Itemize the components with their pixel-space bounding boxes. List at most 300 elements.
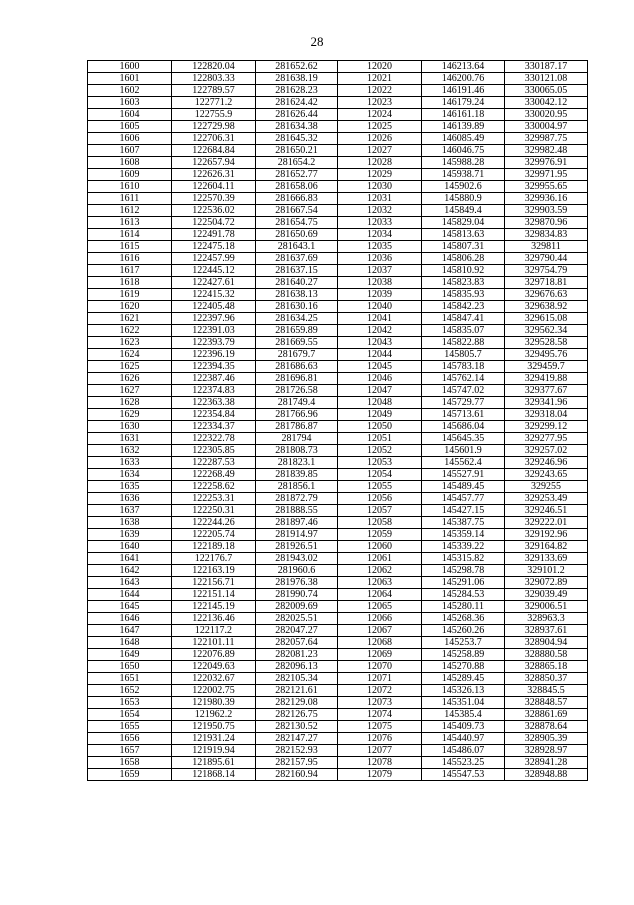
y-coordinate-right-cell: 328963.3 <box>505 613 588 625</box>
y-coordinate-left-cell: 281666.83 <box>256 193 338 205</box>
point-number-right-cell: 12056 <box>338 493 422 505</box>
y-coordinate-right-cell: 330020.95 <box>505 109 588 121</box>
x-coordinate-left-cell: 122706.31 <box>172 133 256 145</box>
y-coordinate-left-cell: 281634.25 <box>256 313 338 325</box>
point-number-left-cell: 1612 <box>88 205 172 217</box>
y-coordinate-right-cell: 329243.65 <box>505 469 588 481</box>
table-row <box>88 445 588 457</box>
table-row <box>88 625 588 637</box>
table-row <box>88 121 588 133</box>
table-row <box>88 709 588 721</box>
y-coordinate-left-cell: 281654.2 <box>256 157 338 169</box>
x-coordinate-left-cell: 122393.79 <box>172 337 256 349</box>
point-number-right-cell: 12027 <box>338 145 422 157</box>
point-number-right-cell: 12051 <box>338 433 422 445</box>
y-coordinate-right-cell: 329253.49 <box>505 493 588 505</box>
x-coordinate-left-cell: 122397.96 <box>172 313 256 325</box>
table-row <box>88 673 588 685</box>
y-coordinate-right-cell: 328850.37 <box>505 673 588 685</box>
x-coordinate-right-cell: 145810.92 <box>422 265 505 277</box>
y-coordinate-left-cell: 281634.38 <box>256 121 338 133</box>
x-coordinate-left-cell: 122475.18 <box>172 241 256 253</box>
x-coordinate-left-cell: 122145.19 <box>172 601 256 613</box>
y-coordinate-left-cell: 281630.16 <box>256 301 338 313</box>
point-number-left-cell: 1610 <box>88 181 172 193</box>
x-coordinate-left-cell: 122076.89 <box>172 649 256 661</box>
point-number-right-cell: 12037 <box>338 265 422 277</box>
x-coordinate-right-cell: 145291.06 <box>422 577 505 589</box>
x-coordinate-right-cell: 145823.83 <box>422 277 505 289</box>
table-row <box>88 157 588 169</box>
point-number-left-cell: 1635 <box>88 481 172 493</box>
table-row <box>88 577 588 589</box>
y-coordinate-left-cell: 281659.89 <box>256 325 338 337</box>
point-number-left-cell: 1639 <box>88 529 172 541</box>
x-coordinate-right-cell: 145315.82 <box>422 553 505 565</box>
x-coordinate-right-cell: 145284.53 <box>422 589 505 601</box>
x-coordinate-left-cell: 121919.94 <box>172 745 256 757</box>
x-coordinate-right-cell: 145938.71 <box>422 169 505 181</box>
y-coordinate-left-cell: 281872.79 <box>256 493 338 505</box>
point-number-right-cell: 12069 <box>338 649 422 661</box>
point-number-right-cell: 12079 <box>338 769 422 781</box>
y-coordinate-left-cell: 282025.51 <box>256 613 338 625</box>
y-coordinate-right-cell: 329006.51 <box>505 601 588 613</box>
y-coordinate-right-cell: 329955.65 <box>505 181 588 193</box>
y-coordinate-right-cell: 329459.7 <box>505 361 588 373</box>
table-row <box>88 337 588 349</box>
x-coordinate-left-cell: 122101.11 <box>172 637 256 649</box>
y-coordinate-right-cell: 328928.97 <box>505 745 588 757</box>
y-coordinate-right-cell: 329676.63 <box>505 289 588 301</box>
y-coordinate-left-cell: 282057.64 <box>256 637 338 649</box>
table-row <box>88 169 588 181</box>
point-number-left-cell: 1620 <box>88 301 172 313</box>
table-row <box>88 529 588 541</box>
table-row <box>88 181 588 193</box>
y-coordinate-right-cell: 328880.58 <box>505 649 588 661</box>
y-coordinate-right-cell: 329192.96 <box>505 529 588 541</box>
x-coordinate-right-cell: 145805.7 <box>422 349 505 361</box>
point-number-right-cell: 12076 <box>338 733 422 745</box>
table-row <box>88 301 588 313</box>
x-coordinate-right-cell: 145645.35 <box>422 433 505 445</box>
point-number-left-cell: 1656 <box>88 733 172 745</box>
x-coordinate-right-cell: 145385.4 <box>422 709 505 721</box>
point-number-right-cell: 12075 <box>338 721 422 733</box>
point-number-right-cell: 12065 <box>338 601 422 613</box>
table-row <box>88 373 588 385</box>
x-coordinate-right-cell: 145686.04 <box>422 421 505 433</box>
x-coordinate-right-cell: 145486.07 <box>422 745 505 757</box>
point-number-left-cell: 1615 <box>88 241 172 253</box>
y-coordinate-left-cell: 281658.06 <box>256 181 338 193</box>
x-coordinate-right-cell: 145409.73 <box>422 721 505 733</box>
y-coordinate-left-cell: 281726.58 <box>256 385 338 397</box>
point-number-right-cell: 12040 <box>338 301 422 313</box>
x-coordinate-left-cell: 122258.62 <box>172 481 256 493</box>
y-coordinate-left-cell: 281943.02 <box>256 553 338 565</box>
y-coordinate-right-cell: 328865.18 <box>505 661 588 673</box>
point-number-left-cell: 1607 <box>88 145 172 157</box>
y-coordinate-left-cell: 282081.23 <box>256 649 338 661</box>
page-number: 28 <box>310 34 324 49</box>
point-number-right-cell: 12025 <box>338 121 422 133</box>
y-coordinate-left-cell: 281640.27 <box>256 277 338 289</box>
y-coordinate-right-cell: 329341.96 <box>505 397 588 409</box>
x-coordinate-right-cell: 145387.75 <box>422 517 505 529</box>
point-number-right-cell: 12026 <box>338 133 422 145</box>
point-number-left-cell: 1601 <box>88 73 172 85</box>
table-row <box>88 193 588 205</box>
x-coordinate-left-cell: 122684.84 <box>172 145 256 157</box>
point-number-left-cell: 1650 <box>88 661 172 673</box>
y-coordinate-left-cell: 281960.6 <box>256 565 338 577</box>
x-coordinate-left-cell: 122250.31 <box>172 505 256 517</box>
table-row <box>88 229 588 241</box>
y-coordinate-left-cell: 282047.27 <box>256 625 338 637</box>
point-number-right-cell: 12048 <box>338 397 422 409</box>
x-coordinate-left-cell: 122820.04 <box>172 61 256 73</box>
y-coordinate-right-cell: 329987.75 <box>505 133 588 145</box>
point-number-left-cell: 1627 <box>88 385 172 397</box>
x-coordinate-right-cell: 145806.28 <box>422 253 505 265</box>
y-coordinate-left-cell: 282129.08 <box>256 697 338 709</box>
y-coordinate-right-cell: 329834.83 <box>505 229 588 241</box>
y-coordinate-right-cell: 328878.64 <box>505 721 588 733</box>
table-row <box>88 349 588 361</box>
x-coordinate-left-cell: 122789.57 <box>172 85 256 97</box>
y-coordinate-right-cell: 329528.58 <box>505 337 588 349</box>
y-coordinate-right-cell: 329164.82 <box>505 541 588 553</box>
y-coordinate-right-cell: 329318.04 <box>505 409 588 421</box>
x-coordinate-right-cell: 145829.04 <box>422 217 505 229</box>
table-row <box>88 385 588 397</box>
x-coordinate-right-cell: 145427.15 <box>422 505 505 517</box>
x-coordinate-right-cell: 145351.04 <box>422 697 505 709</box>
y-coordinate-right-cell: 329982.48 <box>505 145 588 157</box>
y-coordinate-left-cell: 281645.32 <box>256 133 338 145</box>
y-coordinate-left-cell: 281679.7 <box>256 349 338 361</box>
x-coordinate-left-cell: 121895.61 <box>172 757 256 769</box>
y-coordinate-right-cell: 328937.61 <box>505 625 588 637</box>
y-coordinate-left-cell: 281839.85 <box>256 469 338 481</box>
point-number-right-cell: 12064 <box>338 589 422 601</box>
table-row <box>88 637 588 649</box>
x-coordinate-left-cell: 122049.63 <box>172 661 256 673</box>
x-coordinate-right-cell: 145762.14 <box>422 373 505 385</box>
y-coordinate-right-cell: 329277.95 <box>505 433 588 445</box>
point-number-right-cell: 12044 <box>338 349 422 361</box>
y-coordinate-left-cell: 281667.54 <box>256 205 338 217</box>
y-coordinate-left-cell: 282130.52 <box>256 721 338 733</box>
point-number-right-cell: 12046 <box>338 373 422 385</box>
x-coordinate-right-cell: 145253.7 <box>422 637 505 649</box>
x-coordinate-left-cell: 122117.2 <box>172 625 256 637</box>
point-number-left-cell: 1654 <box>88 709 172 721</box>
point-number-left-cell: 1632 <box>88 445 172 457</box>
point-number-right-cell: 12061 <box>338 553 422 565</box>
table-row <box>88 505 588 517</box>
table-row <box>88 325 588 337</box>
point-number-left-cell: 1649 <box>88 649 172 661</box>
point-number-right-cell: 12054 <box>338 469 422 481</box>
x-coordinate-left-cell: 122354.84 <box>172 409 256 421</box>
y-coordinate-right-cell: 330065.05 <box>505 85 588 97</box>
point-number-left-cell: 1602 <box>88 85 172 97</box>
point-number-left-cell: 1605 <box>88 121 172 133</box>
point-number-left-cell: 1648 <box>88 637 172 649</box>
point-number-right-cell: 12057 <box>338 505 422 517</box>
point-number-right-cell: 12042 <box>338 325 422 337</box>
table-row <box>88 721 588 733</box>
point-number-left-cell: 1652 <box>88 685 172 697</box>
x-coordinate-left-cell: 121931.24 <box>172 733 256 745</box>
x-coordinate-left-cell: 122322.78 <box>172 433 256 445</box>
x-coordinate-right-cell: 146139.89 <box>422 121 505 133</box>
y-coordinate-left-cell: 281976.38 <box>256 577 338 589</box>
point-number-left-cell: 1626 <box>88 373 172 385</box>
point-number-right-cell: 12020 <box>338 61 422 73</box>
table-row <box>88 469 588 481</box>
y-coordinate-right-cell: 329562.34 <box>505 325 588 337</box>
y-coordinate-right-cell: 329903.59 <box>505 205 588 217</box>
point-number-left-cell: 1633 <box>88 457 172 469</box>
x-coordinate-left-cell: 122387.46 <box>172 373 256 385</box>
y-coordinate-left-cell: 281652.77 <box>256 169 338 181</box>
y-coordinate-left-cell: 281637.15 <box>256 265 338 277</box>
x-coordinate-left-cell: 122268.49 <box>172 469 256 481</box>
y-coordinate-right-cell: 329615.08 <box>505 313 588 325</box>
point-number-right-cell: 12053 <box>338 457 422 469</box>
point-number-left-cell: 1623 <box>88 337 172 349</box>
point-number-left-cell: 1653 <box>88 697 172 709</box>
y-coordinate-left-cell: 281638.13 <box>256 289 338 301</box>
y-coordinate-right-cell: 329811 <box>505 241 588 253</box>
point-number-left-cell: 1604 <box>88 109 172 121</box>
x-coordinate-right-cell: 145260.26 <box>422 625 505 637</box>
y-coordinate-right-cell: 329039.49 <box>505 589 588 601</box>
point-number-right-cell: 12039 <box>338 289 422 301</box>
x-coordinate-left-cell: 121980.39 <box>172 697 256 709</box>
x-coordinate-right-cell: 145842.23 <box>422 301 505 313</box>
x-coordinate-right-cell: 145258.89 <box>422 649 505 661</box>
point-number-right-cell: 12055 <box>338 481 422 493</box>
x-coordinate-right-cell: 145807.31 <box>422 241 505 253</box>
x-coordinate-left-cell: 122396.19 <box>172 349 256 361</box>
table-row <box>88 133 588 145</box>
table-row <box>88 109 588 121</box>
y-coordinate-left-cell: 281897.46 <box>256 517 338 529</box>
y-coordinate-left-cell: 281766.96 <box>256 409 338 421</box>
point-number-right-cell: 12066 <box>338 613 422 625</box>
point-number-right-cell: 12031 <box>338 193 422 205</box>
point-number-left-cell: 1636 <box>88 493 172 505</box>
x-coordinate-left-cell: 122205.74 <box>172 529 256 541</box>
point-number-right-cell: 12074 <box>338 709 422 721</box>
x-coordinate-right-cell: 145988.28 <box>422 157 505 169</box>
table-row <box>88 217 588 229</box>
point-number-right-cell: 12060 <box>338 541 422 553</box>
point-number-right-cell: 12047 <box>338 385 422 397</box>
y-coordinate-left-cell: 281990.74 <box>256 589 338 601</box>
point-number-right-cell: 12050 <box>338 421 422 433</box>
y-coordinate-right-cell: 330042.12 <box>505 97 588 109</box>
y-coordinate-right-cell: 329495.76 <box>505 349 588 361</box>
x-coordinate-left-cell: 122032.67 <box>172 673 256 685</box>
point-number-left-cell: 1603 <box>88 97 172 109</box>
table-row <box>88 757 588 769</box>
y-coordinate-right-cell: 329101.2 <box>505 565 588 577</box>
point-number-right-cell: 12063 <box>338 577 422 589</box>
y-coordinate-left-cell: 281654.75 <box>256 217 338 229</box>
point-number-left-cell: 1643 <box>88 577 172 589</box>
table-row <box>88 769 588 781</box>
table-row <box>88 565 588 577</box>
y-coordinate-left-cell: 281914.97 <box>256 529 338 541</box>
x-coordinate-right-cell: 145298.78 <box>422 565 505 577</box>
x-coordinate-left-cell: 122136.46 <box>172 613 256 625</box>
table-row <box>88 733 588 745</box>
x-coordinate-right-cell: 145835.93 <box>422 289 505 301</box>
point-number-right-cell: 12022 <box>338 85 422 97</box>
x-coordinate-left-cell: 122457.99 <box>172 253 256 265</box>
x-coordinate-right-cell: 146046.75 <box>422 145 505 157</box>
point-number-left-cell: 1659 <box>88 769 172 781</box>
point-number-left-cell: 1625 <box>88 361 172 373</box>
point-number-left-cell: 1611 <box>88 193 172 205</box>
table-row <box>88 481 588 493</box>
point-number-right-cell: 12073 <box>338 697 422 709</box>
y-coordinate-right-cell: 328845.5 <box>505 685 588 697</box>
x-coordinate-right-cell: 145747.02 <box>422 385 505 397</box>
table-row <box>88 205 588 217</box>
y-coordinate-right-cell: 328861.69 <box>505 709 588 721</box>
x-coordinate-left-cell: 122391.03 <box>172 325 256 337</box>
point-number-left-cell: 1619 <box>88 289 172 301</box>
point-number-left-cell: 1655 <box>88 721 172 733</box>
table-row <box>88 553 588 565</box>
x-coordinate-right-cell: 145339.22 <box>422 541 505 553</box>
point-number-right-cell: 12029 <box>338 169 422 181</box>
y-coordinate-left-cell: 281888.55 <box>256 505 338 517</box>
x-coordinate-left-cell: 122415.32 <box>172 289 256 301</box>
y-coordinate-left-cell: 281652.62 <box>256 61 338 73</box>
point-number-right-cell: 12032 <box>338 205 422 217</box>
point-number-left-cell: 1637 <box>88 505 172 517</box>
table-row <box>88 493 588 505</box>
table-row <box>88 685 588 697</box>
point-number-right-cell: 12038 <box>338 277 422 289</box>
x-coordinate-right-cell: 146200.76 <box>422 73 505 85</box>
x-coordinate-left-cell: 122604.11 <box>172 181 256 193</box>
point-number-left-cell: 1642 <box>88 565 172 577</box>
point-number-left-cell: 1640 <box>88 541 172 553</box>
y-coordinate-left-cell: 281637.69 <box>256 253 338 265</box>
y-coordinate-left-cell: 281624.42 <box>256 97 338 109</box>
point-number-left-cell: 1608 <box>88 157 172 169</box>
x-coordinate-left-cell: 122287.53 <box>172 457 256 469</box>
x-coordinate-left-cell: 122151.14 <box>172 589 256 601</box>
point-number-left-cell: 1614 <box>88 229 172 241</box>
y-coordinate-left-cell: 282096.13 <box>256 661 338 673</box>
x-coordinate-right-cell: 146085.49 <box>422 133 505 145</box>
x-coordinate-right-cell: 145270.88 <box>422 661 505 673</box>
point-number-right-cell: 12062 <box>338 565 422 577</box>
table-row <box>88 313 588 325</box>
point-number-left-cell: 1613 <box>88 217 172 229</box>
x-coordinate-right-cell: 146161.18 <box>422 109 505 121</box>
point-number-left-cell: 1651 <box>88 673 172 685</box>
x-coordinate-left-cell: 122363.38 <box>172 397 256 409</box>
x-coordinate-left-cell: 122570.39 <box>172 193 256 205</box>
y-coordinate-left-cell: 281808.73 <box>256 445 338 457</box>
y-coordinate-right-cell: 329246.51 <box>505 505 588 517</box>
table-row <box>88 265 588 277</box>
y-coordinate-left-cell: 281794 <box>256 433 338 445</box>
x-coordinate-left-cell: 122189.18 <box>172 541 256 553</box>
x-coordinate-left-cell: 121868.14 <box>172 769 256 781</box>
x-coordinate-left-cell: 122253.31 <box>172 493 256 505</box>
y-coordinate-left-cell: 282157.95 <box>256 757 338 769</box>
point-number-right-cell: 12035 <box>338 241 422 253</box>
x-coordinate-right-cell: 145547.53 <box>422 769 505 781</box>
y-coordinate-left-cell: 281696.81 <box>256 373 338 385</box>
x-coordinate-right-cell: 145280.11 <box>422 601 505 613</box>
point-number-right-cell: 12070 <box>338 661 422 673</box>
point-number-left-cell: 1609 <box>88 169 172 181</box>
point-number-right-cell: 12034 <box>338 229 422 241</box>
point-number-right-cell: 12077 <box>338 745 422 757</box>
y-coordinate-left-cell: 281856.1 <box>256 481 338 493</box>
point-number-left-cell: 1600 <box>88 61 172 73</box>
x-coordinate-right-cell: 145783.18 <box>422 361 505 373</box>
y-coordinate-right-cell: 329419.88 <box>505 373 588 385</box>
x-coordinate-right-cell: 145601.9 <box>422 445 505 457</box>
point-number-left-cell: 1628 <box>88 397 172 409</box>
table-row <box>88 253 588 265</box>
x-coordinate-left-cell: 122771.2 <box>172 97 256 109</box>
point-number-left-cell: 1622 <box>88 325 172 337</box>
point-number-right-cell: 12058 <box>338 517 422 529</box>
table-row <box>88 409 588 421</box>
x-coordinate-right-cell: 145835.07 <box>422 325 505 337</box>
coordinates-table-body <box>88 61 588 781</box>
y-coordinate-right-cell: 330187.17 <box>505 61 588 73</box>
table-row <box>88 697 588 709</box>
coordinates-table <box>87 60 588 781</box>
table-row <box>88 145 588 157</box>
table-row <box>88 97 588 109</box>
point-number-right-cell: 12078 <box>338 757 422 769</box>
y-coordinate-left-cell: 281669.55 <box>256 337 338 349</box>
point-number-right-cell: 12021 <box>338 73 422 85</box>
x-coordinate-left-cell: 122394.35 <box>172 361 256 373</box>
x-coordinate-left-cell: 122244.26 <box>172 517 256 529</box>
y-coordinate-right-cell: 328941.28 <box>505 757 588 769</box>
x-coordinate-left-cell: 121962.2 <box>172 709 256 721</box>
table-row <box>88 85 588 97</box>
x-coordinate-right-cell: 145880.9 <box>422 193 505 205</box>
x-coordinate-left-cell: 122626.31 <box>172 169 256 181</box>
y-coordinate-right-cell: 329257.02 <box>505 445 588 457</box>
y-coordinate-left-cell: 281749.4 <box>256 397 338 409</box>
y-coordinate-right-cell: 328905.39 <box>505 733 588 745</box>
point-number-right-cell: 12071 <box>338 673 422 685</box>
y-coordinate-left-cell: 282160.94 <box>256 769 338 781</box>
y-coordinate-right-cell: 329638.92 <box>505 301 588 313</box>
x-coordinate-left-cell: 122374.83 <box>172 385 256 397</box>
